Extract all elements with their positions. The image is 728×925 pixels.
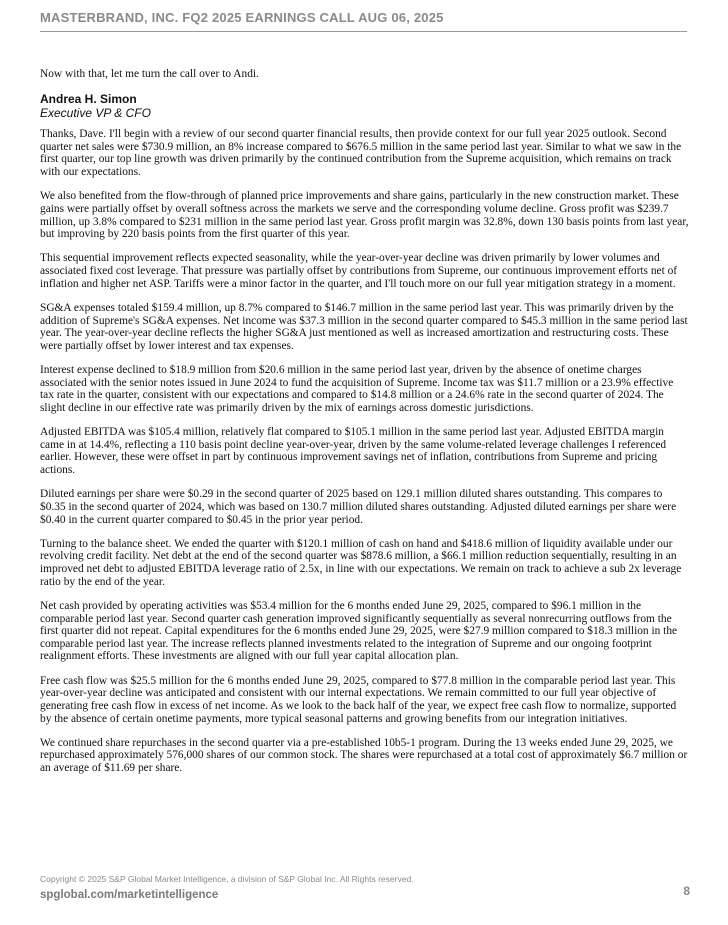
- speaker-name: Andrea H. Simon: [40, 92, 137, 107]
- transcript-body: [40, 68, 690, 786]
- transcript-paragraph: Interest expense declined to $18.9 million from $20.6 million in the same period last year, driven by the absence of onetime charges associated with the senior notes issued in June 2024 to fund the acquisition of Supreme. Income tax was $11.7 million or a 23.9% effective tax rate in the quarter, consistent with our expectations and compared to $14.8 million or a 24.6% rate in the second quarter of 2024. The slight decline in our effective rate was primarily driven by the mix of earnings across domestic jurisdictions.: [40, 364, 674, 414]
- transcript-paragraph: Free cash flow was $25.5 million for the 6 months ended June 29, 2025, compared to $77.8 million in the comparable period last year. This year-over-year decline was anticipated and consistent with our internal expectations. We remain committed to our full year objective of generating free cash flow in excess of net income. As we look to the back half of the year, we expect free cash flow to normalize, supported by the absence of certain onetime payments, more typical seasonal patterns and growing benefits from our integration initiatives.: [40, 674, 677, 725]
- transcript-paragraph: Turning to the balance sheet. We ended the quarter with $120.1 million of cash on hand and $418.6 million of liquidity available under our revolving credit facility. Net debt at the end of the second quarter was $878.6 million, a $66.1 million reduction sequentially, resulting in an improved net debt to adjusted EBITDA leverage ratio of 2.5x, in line with our expectations. We remain on track to achieve a sub 2x leverage ratio by the end of the year.: [40, 537, 682, 588]
- transcript-paragraph: Diluted earnings per share were $0.29 in the second quarter of 2025 based on 129.1 million diluted shares outstanding. This compares to $0.35 in the second quarter of 2024, which was based on 130.7 million diluted shares outstanding. Adjusted diluted earnings per share were $0.40 in the current quarter compared to $0.45 in the prior year period.: [40, 488, 677, 526]
- transcript-paragraph: Net cash provided by operating activities was $53.4 million for the 6 months ended June 29, 2025, compared to $96.1 million in the comparable period last year. Second quarter cash generation improved significantly sequentially as several nonrecurring outflows from the first quarter did not repeat. Capital expenditures for the 6 months ended June 29, 2025, were $27.9 million compared to $18.3 million in the comparable period last year. The increase reflects planned investments related to the integration of Supreme and our ongoing footprint realignment efforts. These investments are aligned with our full year capital allocation plan.: [40, 599, 678, 663]
- header-title: MASTERBRAND, INC. FQ2 2025 EARNINGS CALL AUG 06, 2025: [40, 10, 444, 25]
- transcript-paragraph: This sequential improvement reflects expected seasonality, while the year-over-year decline was driven primarily by lower volumes and associated fixed cost leverage. That pressure was partially offset by contributions from Supreme, our continuous improvement efforts net of inflation and higher net ASP. Tariffs were a minor factor in the quarter, and I'll touch more on our full year mitigation strategy in a moment.: [40, 252, 678, 290]
- transcript-paragraph: SG&A expenses totaled $159.4 million, up 8.7% compared to $146.7 million in the same period last year. This was primarily driven by the addition of Supreme's SG&A expenses. Net income was $37.3 million in the second quarter compared to $45.3 million in the same period last year. The year-over-year decline reflects the higher SG&A just mentioned as well as increased amortization and restructuring costs. These were partially offset by lower interest and tax expenses.: [40, 301, 688, 352]
- copyright-notice: Copyright © 2025 S&P Global Market Intelligence, a division of S&P Global Inc. All Rights reserved.: [40, 874, 414, 884]
- intro-paragraph: Now with that, let me turn the call over to Andi.: [40, 68, 259, 80]
- speaker-title: Executive VP & CFO: [40, 106, 151, 121]
- transcript-paragraph: We also benefited from the flow-through of planned price improvements and share gains, particularly in the new construction market. These gains were partially offset by overall softness across the markets we serve and the corresponding volume decline. Gross profit was $239.7 million, up 3.8% compared to $231 million in the same period last year. Gross profit margin was 32.8%, down 130 basis points from last year, but improving by 220 basis points from the first quarter of this year.: [40, 190, 689, 241]
- transcript-paragraph: Adjusted EBITDA was $105.4 million, relatively flat compared to $105.1 million in the same period last year. Adjusted EBITDA margin came in at 14.4%, reflecting a 110 basis point decline year-over-year, driven by the same volume-related leverage challenges I referenced earlier. However, these were offset in part by continuous improvement savings net of inflation, contributions from Supreme and pricing actions.: [40, 426, 667, 477]
- footer-website-link[interactable]: spglobal.com/marketintelligence: [40, 889, 219, 901]
- transcript-paragraph: We continued share repurchases in the second quarter via a pre-established 10b5-1 program. During the 13 weeks ended June 29, 2025, we repurchased approximately 576,000 shares of our common stock. The shares were repurchased at a total cost of approximately $6.7 million or an average of $11.69 per share.: [40, 736, 688, 775]
- transcript-paragraph: Thanks, Dave. I'll begin with a review of our second quarter financial results, then provide context for our full year 2025 outlook. Second quarter net sales were $730.9 million, an 8% increase compared to $676.5 million in the same period last year. Similar to what we saw in the first quarter, our top line growth was driven primarily by the continued contribution from the Supreme acquisition, which remains on track with our expectations.: [40, 128, 682, 179]
- page-number: 8: [683, 884, 690, 898]
- page-header: [40, 9, 687, 32]
- page-footer: [40, 874, 690, 904]
